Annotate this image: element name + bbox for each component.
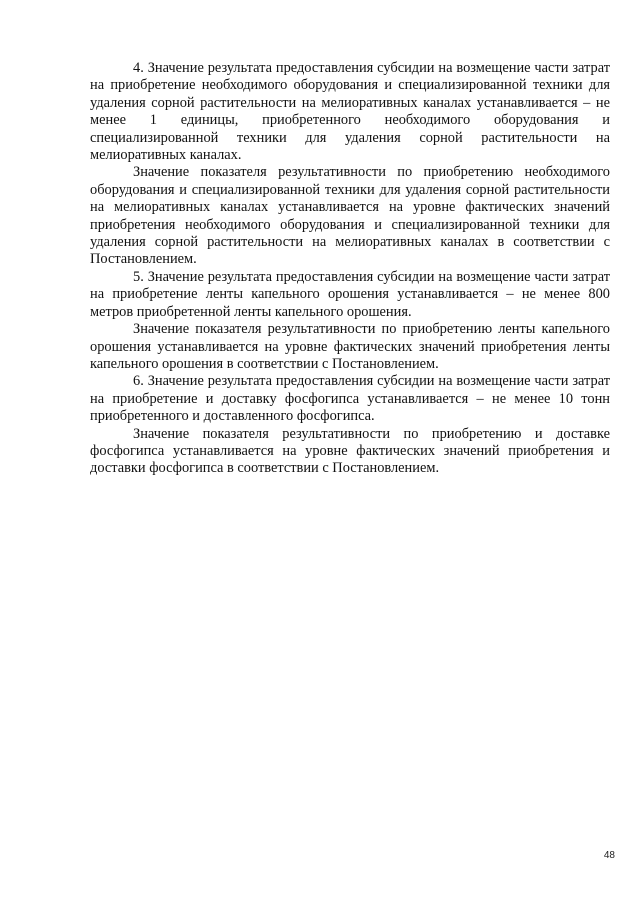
paragraph-item-5-result: 5. Значение результата предоставления субсидии на возмещение части затрат на приобретение ленты капельного орошения устанавливается – не менее 800 метров приобретенной ленты капельного орошения.	[90, 268, 610, 320]
paragraph-item-5-indicator: Значение показателя результативности по приобретению ленты капельного орошения устанавливается на уровне фактических значений приобретения ленты капельного орошения в соответствии с Постановлением.	[90, 321, 610, 372]
page-number: 48	[603, 850, 615, 861]
paragraph-item-4-result: 4. Значение результата предоставления субсидии на возмещение части затрат на приобретение необходимого оборудования и специализированной техники для удаления сорной растительности на мелиоративных каналах устанавливается – не менее 1 единицы, приобретенного необходимого оборудования и специализированной техники для удаления сорной растительности на мелиоративных каналах.	[90, 60, 610, 164]
paragraph-item-6-indicator: Значение показателя результативности по приобретению и доставке фосфогипса устанавливается на уровне фактических значений приобретения и доставки фосфогипса в соответствии с Постановлением.	[90, 425, 610, 477]
paragraph-item-6-result: 6. Значение результата предоставления субсидии на возмещение части затрат на приобретение и доставку фосфогипса устанавливается – не менее 10 тонн приобретенного и доставленного фосфогипса.	[90, 373, 610, 425]
document-body	[90, 60, 610, 478]
paragraph-item-4-indicator: Значение показателя результативности по приобретению необходимого оборудования и специализированной техники для удаления сорной растительности на мелиоративных каналах устанавливается на уровне фактических значений приобретения необходимого оборудования и специализированной техники для удаления сорной растительности на мелиоративных каналах в соответствии с Постановлением.	[90, 164, 610, 268]
